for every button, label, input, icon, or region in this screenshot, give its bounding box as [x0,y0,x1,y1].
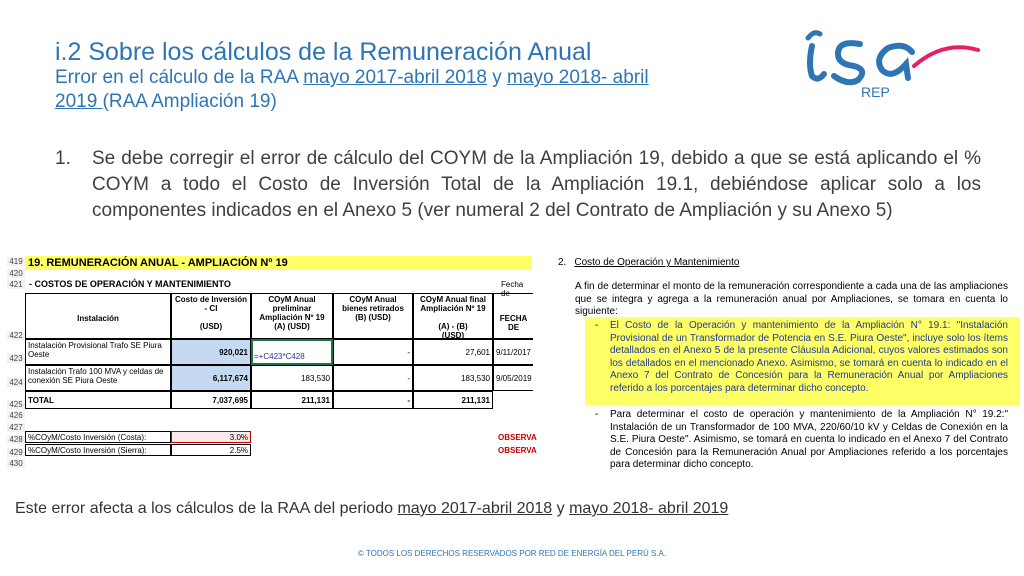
col-header-fecha: FECHA DE [493,293,533,339]
footer-conjunction: y [552,500,570,517]
obs-flag-sierra: OBSERVA [498,446,537,455]
pct-label-sierra: %COyM/Costo Inversión (Sierra): [25,444,171,456]
total-ci: 7,037,695 [171,391,251,409]
bullet-dash: - [595,320,599,331]
subheading-prefix: Error en el cálculo de la RAA [55,67,304,88]
table-cell-final: 183,530 [413,365,493,391]
contract-heading-label: Costo de Operación y Mantenimiento [574,257,740,268]
subheading-period-1: mayo 2017-abril 2018 [303,67,487,88]
spreadsheet-snapshot [7,253,537,470]
contract-intro: A fin de determinar el monto de la remuneración correspondiente a cada una de las ampliaciones que se integra y agrega a la remuneración anual por Ampliaciones, se tomara en cuenta lo siguiente: [575,281,1008,318]
col-header-coym-final: COyM Anual final Ampliación Nº 19 (A) - (B) (USD) [413,293,493,339]
pct-label-costa: %COyM/Costo Inversión (Costa): [25,431,171,443]
contract-heading-number: 2. [558,257,567,268]
row-number: 422 [7,331,25,340]
table-cell-fecha: 9/05/2019 [493,365,533,391]
table-cell-preliminar: 183,530 [251,365,333,391]
contract-heading [558,257,739,270]
row-number: 428 [7,435,25,444]
footer-period-2: mayo 2018- abril 2019 [569,500,729,517]
footer-note [15,500,728,518]
contract-bullet-1: El Costo de la Operación y mantenimiento de la Ampliación N° 19.1: "Instalación Provisional de un Transformador de Potencia en S.E. Piura Oeste", incluye solo los ítems detallados en el Anexo 5 de la presente Cláusula Adicional, cuyos valores estimados son los detallados en el mencionado Anexo. Asimismo, se tomará en cuenta lo indicado en el Anexo 7 del Contrato de Concesión para la Remuneración Anual por Ampliaciones referido a los porcentajes para determinar dicho concepto. [610,320,1008,394]
copyright-notice: © TODOS LOS DERECHOS RESERVADOS POR RED DE ENERGÍA DEL PERÚ S.A. [357,549,667,558]
subheading-period-2-end: 2019 [55,91,103,112]
table-cell-instalacion: Instalación Provisional Trafo SE Piura Oeste [25,339,171,365]
footer-period-1: mayo 2017-abril 2018 [397,500,553,517]
row-number: 426 [7,411,25,420]
total-retirados: - [333,391,413,409]
col-header-instalacion: Instalación [25,293,171,339]
numbered-point [55,146,981,224]
table-cell-instalacion: Instalación Trafo 100 MVA y celdas de conexión SE Piura Oeste [25,365,171,391]
subheading-conjunction: y [486,67,508,88]
table-cell-retirados: - [333,339,413,365]
table-cell-ci: 6,117,674 [171,365,251,391]
row-number: 419 [7,257,25,266]
row-number: 425 [7,400,25,409]
col-header-coym-preliminar: COyM Anual preliminar Ampliación Nº 19 (A) (USD) [251,293,333,339]
table-cell-retirados: - [333,365,413,391]
subheading-period-2: mayo 2018- abril [507,67,649,88]
sheet-fecha-label: Fecha de [501,280,524,298]
col-header-ci: Costo de Inversión - CI (USD) [171,293,251,339]
row-number: 421 [7,280,25,289]
contract-bullet-2: Para determinar el costo de operación y mantenimiento de la Ampliación N° 19.2:" Instalación de un Transformador de 100 MVA, 220/60/10 kV y Celdas de Conexión en la S.E. Piura Oeste". Asimismo, se tomará en cuenta lo indicado en el Anexo 7 del Contrato de Concesión para la Remuneración Anual por Ampliaciones referido a los porcentajes para determinar dicho concepto. [610,409,1008,471]
logo-rep-text: REP [861,84,890,100]
pct-value-costa: 3.0% [171,431,251,443]
row-number: 427 [7,423,25,432]
point-number: 1. [55,148,71,169]
row-number: 429 [7,448,25,457]
total-final: 211,131 [413,391,493,409]
total-label: TOTAL [25,391,171,409]
bullet-dash: - [595,409,599,420]
pct-value-sierra: 2.5% [171,444,251,456]
obs-flag-costa: OBSERVA [498,433,537,442]
point-text: Se debe corregir el error de cálculo del COYM de la Ampliación 19, debido a que se está aplicando el % COYM a todo el Costo de Inversión Total de la Ampliación 19.1, debiéndose aplicar solo a los componentes indicados en el Anexo 5 (ver numeral 2 del Contrato de Ampliación y su Anexo 5) [92,148,981,221]
col-header-coym-retirados: COyM Anual bienes retirados (B) (USD) [333,293,413,339]
footer-prefix: Este error afecta a los cálculos de la RAA del periodo [15,500,398,517]
title-heading: i.2 Sobre los cálculos de la Remuneración Anual [55,38,592,66]
total-preliminar: 211,131 [251,391,333,409]
slide-title [55,38,755,114]
row-number: 420 [7,269,25,278]
isa-logo [800,18,990,108]
subheading-suffix: (RAA Ampliación 19) [102,91,277,112]
formula-cell[interactable]: =+C423*C428 [251,339,333,365]
table-cell-final: 27,601 [413,339,493,365]
row-number: 424 [7,378,25,387]
table-cell-ci: 920,021 [171,339,251,365]
row-number: 423 [7,354,25,363]
table-cell-fecha: 9/11/2017 [493,339,533,365]
title-subheading [55,66,755,114]
sheet-section-title: 19. REMUNERACIÓN ANUAL - AMPLIACIÓN Nº 19 [25,256,532,270]
sheet-subtitle: - COSTOS DE OPERACIÓN Y MANTENIMIENTO [29,279,231,289]
row-number: 430 [7,459,25,468]
